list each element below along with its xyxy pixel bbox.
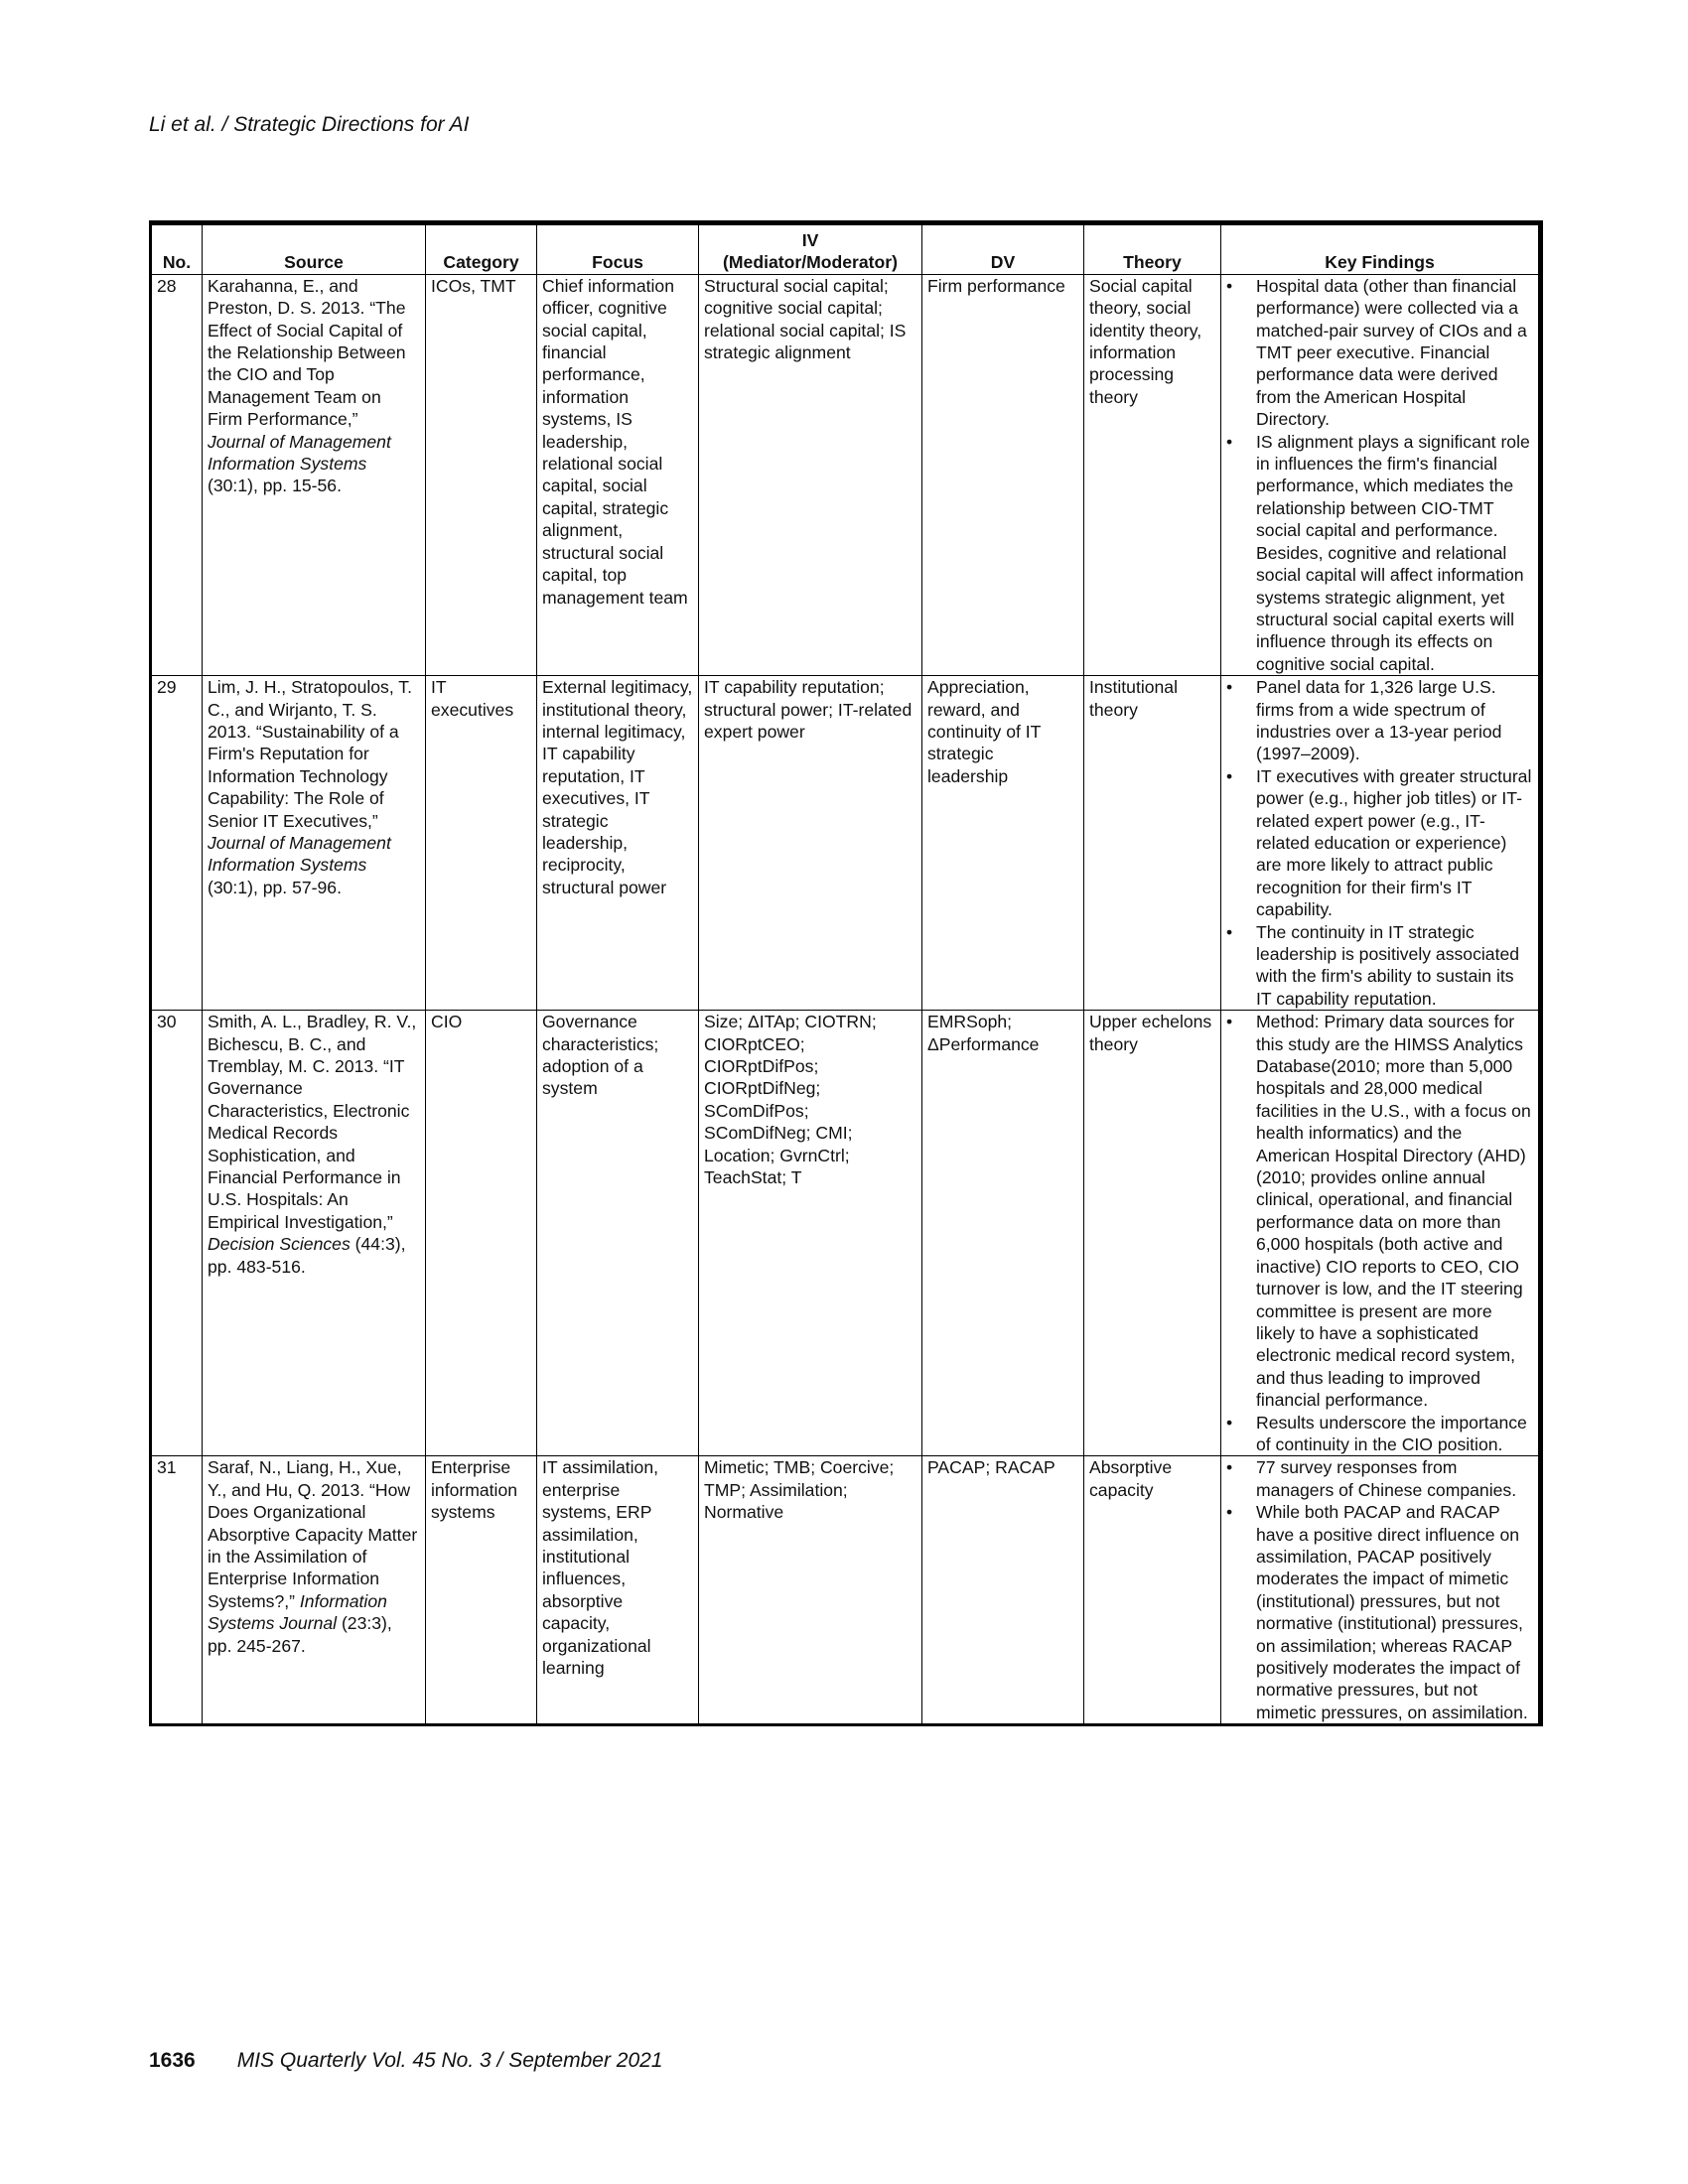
page-footer	[149, 2049, 663, 2073]
row-number: 29	[151, 676, 203, 1011]
finding-item	[1226, 676, 1533, 765]
finding-text: Panel data for 1,326 large U.S. firms from a wide spectrum of industries over a 13-year period (1997–2009).	[1256, 677, 1502, 764]
table-row	[151, 1011, 1541, 1456]
source-citation: Lim, J. H., Stratopoulos, T. C., and Wirjanto, T. S. 2013. “Sustainability of a Firm's Reputation for Information Technology Capability: The Role of Senior IT Executives,”	[208, 677, 412, 831]
focus-cell: IT assimilation, enterprise systems, ERP assimilation, institutional influences, absorptive capacity, organizational learning	[537, 1456, 699, 1725]
focus-cell: Governance characteristics; adoption of a system	[537, 1011, 699, 1456]
finding-text: Hospital data (other than financial performance) were collected via a matched-pair survey of CIOs and a TMT peer executive. Financial performance data were derived from the American Hospital Directory.	[1256, 275, 1527, 430]
column-header-iv	[699, 223, 922, 275]
finding-item	[1226, 1011, 1533, 1411]
findings-list	[1226, 1456, 1533, 1723]
finding-text: IS alignment plays a significant role in influences the firm's financial performance, which mediates the relationship between CIO-TMT social capital and performance. Besides, cognitive and relational social capital will affect information systems strategic alignment, yet structural social capital exerts will influence through its effects on cognitive social capital.	[1256, 431, 1530, 674]
table-row	[151, 274, 1541, 675]
column-header-key-findings: Key Findings	[1221, 223, 1541, 275]
literature-table-container	[149, 220, 1539, 1726]
key-findings-cell	[1221, 1456, 1541, 1725]
bullet-icon: •	[1226, 765, 1233, 786]
column-header-theory: Theory	[1084, 223, 1221, 275]
focus-cell: Chief information officer, cognitive social capital, financial performance, information systems, IS leadership, relational social capital, social capital, strategic alignment, structural social capital, top management team	[537, 274, 699, 675]
findings-list	[1226, 275, 1533, 675]
source-volume-pages: (23:3), pp. 245-267.	[208, 1613, 392, 1656]
dv-cell: Appreciation, reward, and continuity of IT strategic leadership	[922, 676, 1084, 1011]
finding-item	[1226, 1456, 1533, 1501]
finding-item	[1226, 1501, 1533, 1723]
finding-item	[1226, 1412, 1533, 1456]
source-citation: Smith, A. L., Bradley, R. V., Bichescu, B. C., and Tremblay, M. C. 2013. “IT Governance Characteristics, Electronic Medical Records Sophistication, and Financial Performance in U.S. Hospitals: An Empirical Investigation,”	[208, 1012, 417, 1232]
finding-text: Results underscore the importance of continuity in the CIO position.	[1256, 1412, 1527, 1454]
bullet-icon: •	[1226, 1412, 1233, 1433]
row-number: 28	[151, 274, 203, 675]
finding-text: The continuity in IT strategic leadership is positively associated with the firm's ability to sustain its IT capability reputation.	[1256, 921, 1520, 1009]
source-volume-pages: (30:1), pp. 57-96.	[208, 877, 342, 897]
findings-list	[1226, 1011, 1533, 1455]
column-header-category: Category	[426, 223, 537, 275]
page-number: 1636	[149, 2049, 196, 2072]
source-venue: Decision Sciences	[208, 1234, 351, 1255]
finding-item	[1226, 431, 1533, 675]
source-venue: Information Systems Journal	[208, 1590, 387, 1634]
category-cell: CIO	[426, 1011, 537, 1456]
bullet-icon: •	[1226, 431, 1233, 452]
category-cell: ICOs, TMT	[426, 274, 537, 675]
key-findings-cell	[1221, 676, 1541, 1011]
table-row	[151, 676, 1541, 1011]
journal-citation: MIS Quarterly Vol. 45 No. 3 / September 2021	[236, 2049, 663, 2072]
bullet-icon: •	[1226, 921, 1233, 942]
finding-item	[1226, 921, 1533, 1011]
finding-item	[1226, 765, 1533, 921]
theory-cell: Social capital theory, social identity theory, information processing theory	[1084, 274, 1221, 675]
column-header-source: Source	[203, 223, 426, 275]
table-header-row	[151, 223, 1541, 275]
key-findings-cell	[1221, 274, 1541, 675]
source-cell	[203, 1011, 426, 1456]
finding-item	[1226, 275, 1533, 431]
key-findings-cell	[1221, 1011, 1541, 1456]
dv-cell: PACAP; RACAP	[922, 1456, 1084, 1725]
dv-cell: EMRSoph; ΔPerformance	[922, 1011, 1084, 1456]
theory-cell: Upper echelons theory	[1084, 1011, 1221, 1456]
source-volume-pages: (44:3), pp. 483-516.	[208, 1234, 406, 1277]
theory-cell: Institutional theory	[1084, 676, 1221, 1011]
dv-cell: Firm performance	[922, 274, 1084, 675]
column-header-no: No.	[151, 223, 203, 275]
running-head: Li et al. / Strategic Directions for AI	[149, 113, 470, 136]
iv-cell: Size; ΔITAp; CIOTRN; CIORptCEO; CIORptDifPos; CIORptDifNeg; SComDifPos; SComDifNeg; CMI; Location; GvrnCtrl; TeachStat; T	[699, 1011, 922, 1456]
theory-cell: Absorptive capacity	[1084, 1456, 1221, 1725]
source-cell	[203, 676, 426, 1011]
column-header-iv-line1: IV	[801, 230, 819, 250]
focus-cell: External legitimacy, institutional theory, internal legitimacy, IT capability reputation, IT executives, IT strategic leadership, reciprocity, structural power	[537, 676, 699, 1011]
iv-cell: IT capability reputation; structural power; IT-related expert power	[699, 676, 922, 1011]
findings-list	[1226, 676, 1533, 1010]
source-venue: Journal of Management Information Systems	[208, 832, 391, 876]
category-cell: Enterprise information systems	[426, 1456, 537, 1725]
literature-table	[149, 220, 1543, 1726]
row-number: 31	[151, 1456, 203, 1725]
row-number: 30	[151, 1011, 203, 1456]
table-body	[151, 274, 1541, 1724]
source-citation: Saraf, N., Liang, H., Xue, Y., and Hu, Q. 2013. “How Does Organizational Absorptive Capacity Matter in the Assimilation of Enterprise Information Systems?,”	[208, 1457, 418, 1611]
bullet-icon: •	[1226, 1502, 1233, 1523]
bullet-icon: •	[1226, 677, 1233, 698]
iv-cell: Structural social capital; cognitive social capital; relational social capital; IS strategic alignment	[699, 274, 922, 675]
source-cell	[203, 1456, 426, 1725]
table-row	[151, 1456, 1541, 1725]
category-cell: IT executives	[426, 676, 537, 1011]
finding-text: While both PACAP and RACAP have a positive direct influence on assimilation, PACAP positively moderates the impact of mimetic (institutional) pressures, but not normative (institutional) pressures, on assimilation; whereas RACAP positively moderates the impact of normative pressures, but not mimetic pressures, on assimilation.	[1256, 1502, 1528, 1722]
bullet-icon: •	[1226, 1012, 1233, 1032]
finding-text: 77 survey responses from managers of Chinese companies.	[1256, 1457, 1517, 1500]
column-header-iv-line2: (Mediator/Moderator)	[723, 252, 898, 273]
iv-cell: Mimetic; TMB; Coercive; TMP; Assimilation; Normative	[699, 1456, 922, 1725]
source-cell	[203, 274, 426, 675]
source-venue: Journal of Management Information Systems	[208, 431, 391, 475]
finding-text: Method: Primary data sources for this study are the HIMSS Analytics Database(2010; more than 5,000 hospitals and 28,000 medical facilities in the U.S., with a focus on health informatics) and the American Hospital Directory (AHD) (2010; provides online annual clinical, operational, and financial performance data on more than 6,000 hospitals (both active and inactive) CIO reports to CEO, CIO turnover is low, and the IT steering committee is present are more likely to have a sophisticated electronic medical record system, and thus leading to improved financial performance.	[1256, 1012, 1531, 1411]
column-header-dv: DV	[922, 223, 1084, 275]
bullet-icon: •	[1226, 275, 1233, 296]
finding-text: IT executives with greater structural power (e.g., higher job titles) or IT-related expert power (e.g., IT-related education or experience) are more likely to attract public recognition for their firm's IT capability.	[1256, 765, 1532, 920]
source-citation: Karahanna, E., and Preston, D. S. 2013. “The Effect of Social Capital of the Relationship Between the CIO and Top Management Team on Firm Performance,”	[208, 275, 406, 430]
bullet-icon: •	[1226, 1457, 1233, 1478]
source-volume-pages: (30:1), pp. 15-56.	[208, 476, 342, 496]
column-header-focus: Focus	[537, 223, 699, 275]
